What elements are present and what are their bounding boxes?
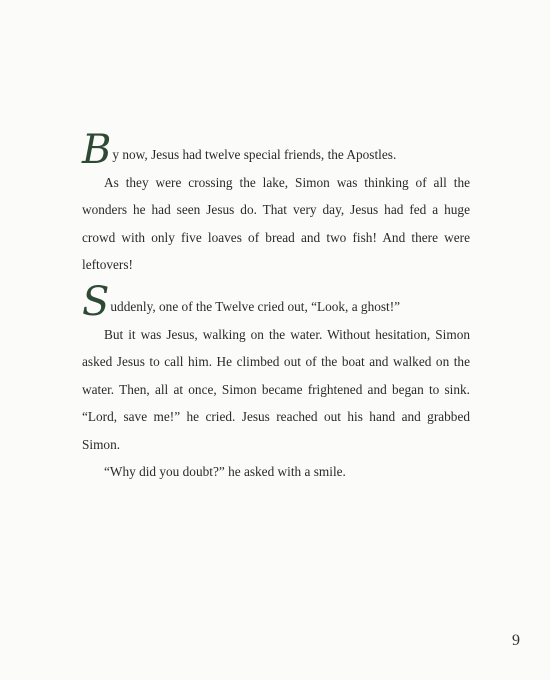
paragraph: But it was Jesus, walking on the water. Without hesitation, Simon asked Jesus to call him. He climbed out of the boat and walked on the water. Then, all at once, Simon became frightened and began to sink. “Lord, save me!” he cried. Jesus reached out his hand and grabbed Simon. xyxy=(82,326,470,452)
opening-line-text: uddenly, one of the Twelve cried out, “Look, a ghost!” xyxy=(110,299,401,314)
story-section-2 xyxy=(82,279,470,486)
paragraph: As they were crossing the lake, Simon was thinking of all the wonders he had seen Jesus do. That very day, Jesus had fed a huge crowd with only five loaves of bread and two fish! And there were leftovers! xyxy=(82,174,470,272)
drop-cap-letter: S xyxy=(82,279,110,325)
page-number: 9 xyxy=(512,632,520,649)
opening-line-text: y now, Jesus had twelve special friends, the Apostles. xyxy=(112,147,397,162)
drop-cap-letter: B xyxy=(82,127,112,173)
paragraph: “Why did you doubt?” he asked with a smile. xyxy=(104,464,346,479)
opening-line xyxy=(82,279,470,325)
story-section-1 xyxy=(82,127,470,279)
opening-line xyxy=(82,127,470,173)
